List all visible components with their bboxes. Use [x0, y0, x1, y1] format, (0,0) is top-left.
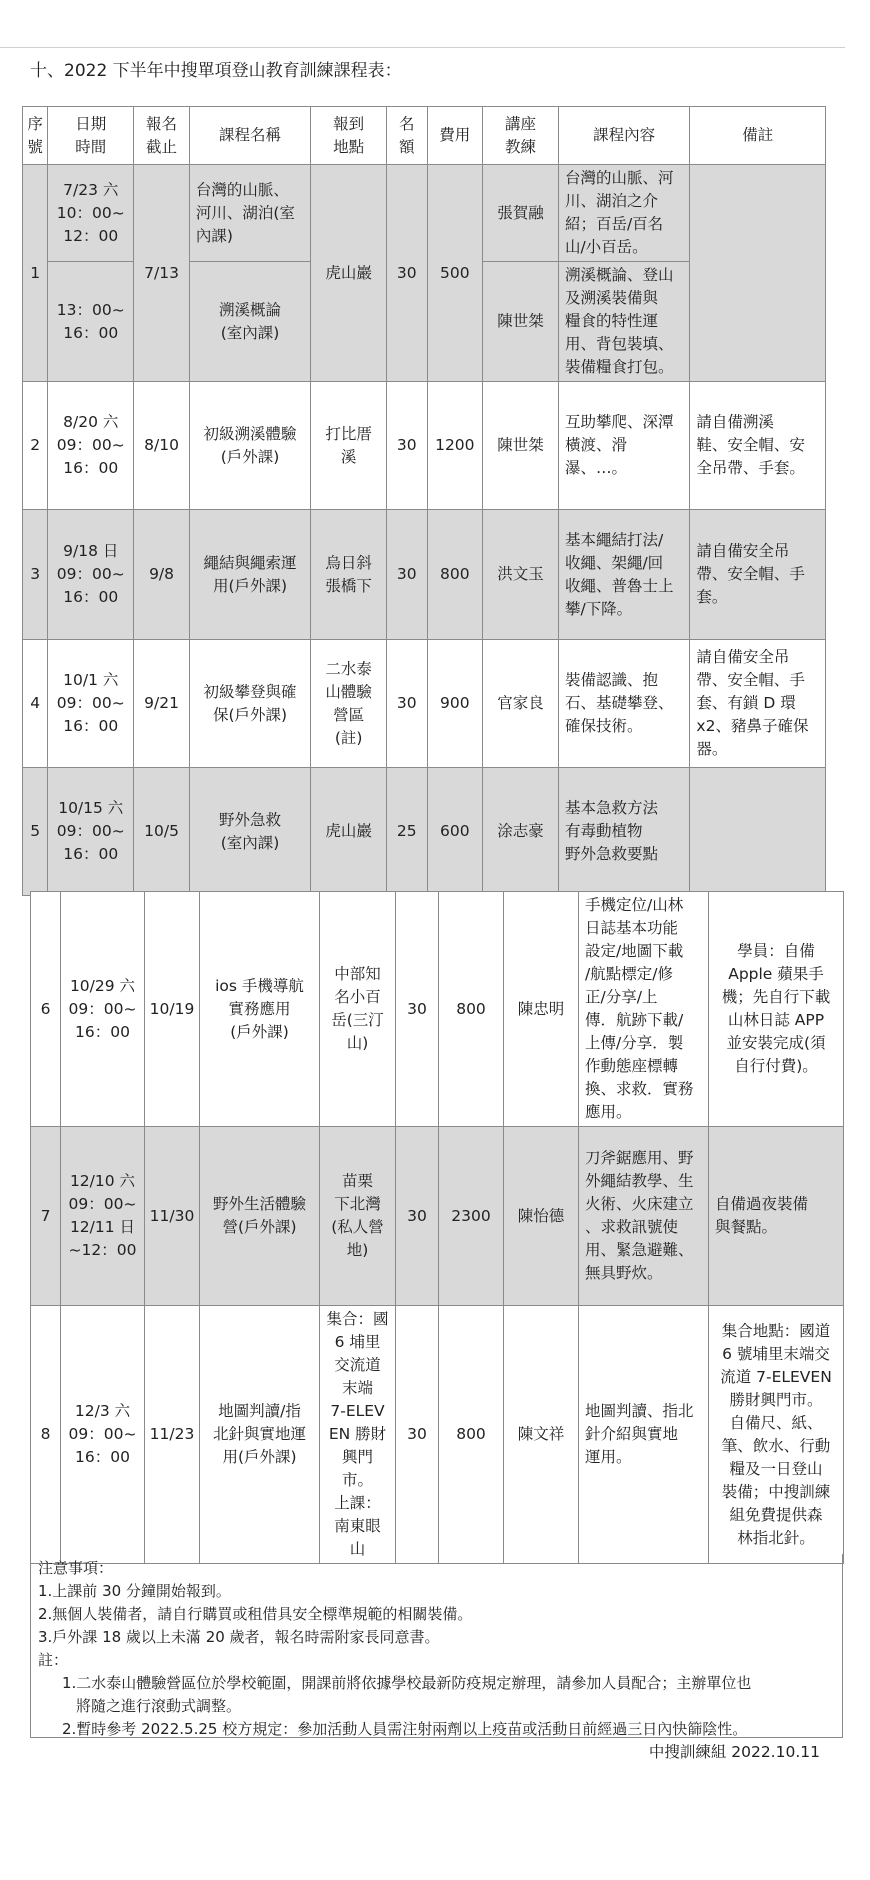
cell-quota: 30: [387, 640, 427, 768]
footer-signature: 中搜訓練組 2022.10.11: [648, 1743, 820, 1761]
cell-fee: 900: [427, 640, 483, 768]
course-table-part1: [22, 106, 826, 896]
cell-content: 手機定位/山林 日誌基本功能 設定/地圖下載 /航點標定/修 正/分享/上 傳．航跡下載/ 上傳/分享．製 作動態座標轉 換、求救．實務 應用。: [579, 892, 709, 1127]
cell-quota: 25: [387, 768, 427, 896]
note-item: 2.無個人裝備者，請自行購買或租借具安全標準規範的相關裝備。: [38, 1605, 473, 1623]
table-row: [23, 768, 826, 896]
header-cell: 序 號: [23, 107, 48, 165]
cell-fee: 600: [427, 768, 483, 896]
cell-no: 6: [31, 892, 61, 1127]
header-cell: 報到 地點: [311, 107, 387, 165]
cell-course-name: ios 手機導航 實務應用 (戶外課): [200, 892, 320, 1127]
header-cell: 課程內容: [558, 107, 689, 165]
cell-coach: 洪文玉: [483, 510, 559, 640]
table-row: [31, 1127, 844, 1306]
cell-course-name: 初級溯溪體驗 (戶外課): [189, 382, 310, 510]
cell-quota: 30: [396, 1306, 439, 1564]
cell-coach: 陳世桀: [483, 382, 559, 510]
cell-fee: 2300: [439, 1127, 504, 1306]
cell-date: 10/1 六 09：00~ 16：00: [48, 640, 134, 768]
table-row: [23, 510, 826, 640]
cell-deadline: 9/8: [134, 510, 190, 640]
cell-deadline: 8/10: [134, 382, 190, 510]
cell-place: 苗栗 下北灣 (私人營 地): [320, 1127, 396, 1306]
cell-course-name: 台灣的山脈、 河川、湖泊(室 內課): [189, 165, 310, 262]
cell-no: 4: [23, 640, 48, 768]
cell-course-name: 溯溪概論 (室內課): [189, 262, 310, 382]
cell-coach: 陳文祥: [504, 1306, 579, 1564]
cell-content: 裝備認識、抱 石、基礎攀登、 確保技術。: [558, 640, 689, 768]
table-row: [23, 640, 826, 768]
cell-deadline: 7/13: [134, 165, 190, 382]
cell-content: 台灣的山脈、河 川、湖泊之介 紹；百岳/百名 山/小百岳。: [558, 165, 689, 262]
cell-date: 10/29 六 09：00~ 16：00: [61, 892, 145, 1127]
cell-content: 互助攀爬、深潭 橫渡、滑 瀑、…。: [558, 382, 689, 510]
header-cell: 講座 教練: [483, 107, 559, 165]
cell-date: 9/18 日 09：00~ 16：00: [48, 510, 134, 640]
top-divider: [0, 47, 845, 48]
cell-deadline: 11/23: [145, 1306, 200, 1564]
header-cell: 日期 時間: [48, 107, 134, 165]
cell-course-name: 初級攀登與確 保(戶外課): [189, 640, 310, 768]
cell-quota: 30: [387, 510, 427, 640]
cell-coach: 陳世桀: [483, 262, 559, 382]
cell-place: 中部知 名小百 岳(三汀 山): [320, 892, 396, 1127]
cell-note: 請自備溯溪 鞋、安全帽、安 全吊帶、手套。: [690, 382, 826, 510]
cell-date: 12/3 六 09：00~ 16：00: [61, 1306, 145, 1564]
cell-place: 虎山巖: [311, 165, 387, 382]
cell-coach: 涂志豪: [483, 768, 559, 896]
cell-note: 集合地點：國道 6 號埔里末端交 流道 7-ELEVEN 勝財興門市。 自備尺、紙、 筆、飲水、行動 糧及一日登山 裝備；中搜訓練 組免費提供森 林指北針。: [709, 1306, 844, 1564]
remark-item: 2.暫時參考 2022.5.25 校方規定：參加活動人員需注射兩劑以上疫苗或活動日前經過三日內快篩陰性。: [62, 1720, 748, 1738]
cell-place: 虎山巖: [311, 768, 387, 896]
table-row: [31, 1306, 844, 1564]
cell-fee: 500: [427, 165, 483, 382]
cell-content: 刀斧鋸應用、野 外繩結教學、生 火術、火床建立 、求救訊號使 用、緊急避難、 無具野炊。: [579, 1127, 709, 1306]
cell-place: 二水泰 山體驗 營區 (註): [311, 640, 387, 768]
cell-coach: 陳忠明: [504, 892, 579, 1127]
cell-note: 請自備安全吊 帶、安全帽、手 套、有鎖 D 環 x2、豬鼻子確保 器。: [690, 640, 826, 768]
cell-content: 溯溪概論、登山 及溯溪裝備與 糧食的特性運 用、背包裝填、 裝備糧食打包。: [558, 262, 689, 382]
cell-note: 自備過夜裝備 與餐點。: [709, 1127, 844, 1306]
header-row: [23, 107, 826, 165]
cell-date: 13：00~ 16：00: [48, 262, 134, 382]
cell-note: [690, 768, 826, 896]
cell-date: 12/10 六 09：00~ 12/11 日 ~12：00: [61, 1127, 145, 1306]
note-item: 1.上課前 30 分鐘開始報到。: [38, 1582, 231, 1600]
table-row: [23, 382, 826, 510]
cell-deadline: 10/19: [145, 892, 200, 1127]
cell-date: 7/23 六 10：00~ 12：00: [48, 165, 134, 262]
header-cell: 課程名稱: [189, 107, 310, 165]
table-row: [31, 892, 844, 1127]
cell-deadline: 9/21: [134, 640, 190, 768]
cell-no: 5: [23, 768, 48, 896]
table-row: [23, 165, 826, 262]
cell-fee: 800: [439, 892, 504, 1127]
cell-no: 7: [31, 1127, 61, 1306]
cell-quota: 30: [387, 165, 427, 382]
cell-content: 地圖判讀、指北 針介紹與實地 運用。: [579, 1306, 709, 1564]
cell-content: 基本繩結打法/ 收繩、架繩/回 收繩、普魯士上 攀/下降。: [558, 510, 689, 640]
cell-coach: 陳怡德: [504, 1127, 579, 1306]
cell-fee: 800: [427, 510, 483, 640]
cell-course-name: 繩結與繩索運 用(戶外課): [189, 510, 310, 640]
note-item: 3.戶外課 18 歲以上未滿 20 歲者，報名時需附家長同意書。: [38, 1628, 440, 1646]
cell-course-name: 地圖判讀/指 北針與實地運 用(戶外課): [200, 1306, 320, 1564]
cell-course-name: 野外生活體驗 營(戶外課): [200, 1127, 320, 1306]
notes-heading: 注意事項：: [38, 1559, 114, 1577]
header-cell: 報名 截止: [134, 107, 190, 165]
cell-coach: 張賀融: [483, 165, 559, 262]
cell-note: 學員：自備 Apple 蘋果手 機；先自行下載 山林日誌 APP 並安裝完成(須 自行付費)。: [709, 892, 844, 1127]
cell-fee: 1200: [427, 382, 483, 510]
cell-no: 8: [31, 1306, 61, 1564]
notes-box: [30, 1554, 843, 1738]
cell-place: 集合：國 6 埔里 交流道 末端 7-ELEV EN 勝財 興門 市。 上課： 南東眼 山: [320, 1306, 396, 1564]
cell-date: 8/20 六 09：00~ 16：00: [48, 382, 134, 510]
header-cell: 備註: [690, 107, 826, 165]
cell-deadline: 11/30: [145, 1127, 200, 1306]
cell-date: 10/15 六 09：00~ 16：00: [48, 768, 134, 896]
cell-deadline: 10/5: [134, 768, 190, 896]
cell-content: 基本急救方法 有毒動植物 野外急救要點: [558, 768, 689, 896]
cell-note: [690, 165, 826, 382]
header-cell: 費用: [427, 107, 483, 165]
cell-quota: 30: [396, 892, 439, 1127]
cell-fee: 800: [439, 1306, 504, 1564]
cell-coach: 官家良: [483, 640, 559, 768]
cell-course-name: 野外急救 (室內課): [189, 768, 310, 896]
remark-item-continued: 將隨之進行滾動式調整。: [76, 1697, 242, 1715]
cell-no: 2: [23, 382, 48, 510]
remark-item: 1.二水泰山體驗營區位於學校範圍，開課前將依據學校最新防疫規定辦理，請參加人員配合；主辦單位也: [62, 1674, 752, 1692]
cell-no: 3: [23, 510, 48, 640]
course-table-part2: [30, 891, 844, 1564]
header-cell: 名 額: [387, 107, 427, 165]
cell-quota: 30: [387, 382, 427, 510]
cell-quota: 30: [396, 1127, 439, 1306]
cell-place: 烏日斜 張橋下: [311, 510, 387, 640]
cell-note: 請自備安全吊 帶、安全帽、手 套。: [690, 510, 826, 640]
remark-heading: 註：: [38, 1651, 69, 1669]
cell-place: 打比厝 溪: [311, 382, 387, 510]
cell-no: 1: [23, 165, 48, 382]
page-title: 十、2022 下半年中搜單項登山教育訓練課程表：: [30, 61, 402, 81]
